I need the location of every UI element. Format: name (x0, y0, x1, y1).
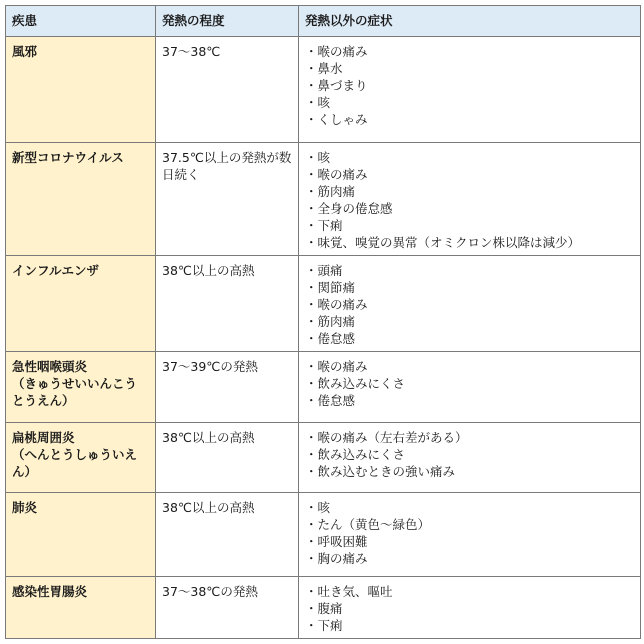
table-row (6, 493, 641, 577)
symptom-item: ・ 筋肉痛 (305, 183, 634, 200)
fever-cell: 38℃以上の高熱 (156, 256, 299, 352)
table-header-row (6, 6, 641, 37)
table-row (6, 577, 641, 639)
symptom-item: ・ 咳 (305, 94, 634, 111)
disease-name-cell (6, 423, 156, 493)
fever-cell: 37.5℃以上の発熱が数日続く (156, 143, 299, 256)
disease-name-cell (6, 493, 156, 577)
disease-name: 肺炎 (12, 500, 38, 515)
symptoms-cell (299, 577, 641, 639)
fever-cell: 37〜39℃の発熱 (156, 352, 299, 423)
disease-name-cell (6, 37, 156, 143)
symptom-item: ・ 呼吸困難 (305, 533, 634, 550)
symptom-item: ・ 腹痛 (305, 600, 634, 617)
symptom-item: ・ 咳 (305, 149, 634, 166)
table-row (6, 423, 641, 493)
fever-cell: 37〜38℃の発熱 (156, 577, 299, 639)
header-fever-level: 発熱の程度 (156, 6, 299, 37)
disease-name-cell (6, 256, 156, 352)
symptom-item: ・ 倦怠感 (305, 330, 634, 347)
symptoms-cell (299, 256, 641, 352)
symptom-item: ・ 倦怠感 (305, 392, 634, 409)
disease-name-cell (6, 143, 156, 256)
symptoms-cell (299, 37, 641, 143)
symptom-list (305, 499, 634, 567)
symptom-item: ・ 全身の倦怠感 (305, 200, 634, 217)
disease-name-cell (6, 577, 156, 639)
fever-cell: 38℃以上の高熱 (156, 493, 299, 577)
symptom-item: ・ 味覚、嗅覚の異常（オミクロン株以降は減少） (305, 234, 634, 251)
symptom-list (305, 43, 634, 128)
symptom-item: ・ 鼻水 (305, 60, 634, 77)
symptom-item: ・ 飲み込みにくさ (305, 375, 634, 392)
symptom-list (305, 262, 634, 347)
table-row (6, 256, 641, 352)
symptom-list (305, 149, 634, 251)
disease-name: 扁桃周囲炎 (12, 430, 75, 445)
symptom-item: ・ 胸の痛み (305, 550, 634, 567)
symptom-item: ・ 鼻づまり (305, 77, 634, 94)
symptom-item: ・ たん（黄色〜緑色） (305, 516, 634, 533)
symptom-item: ・ 喉の痛み（左右差がある） (305, 429, 634, 446)
symptom-item: ・ 飲み込みにくさ (305, 446, 634, 463)
symptoms-cell (299, 423, 641, 493)
disease-name: 急性咽喉頭炎 (12, 359, 88, 374)
table-row (6, 37, 641, 143)
symptom-list (305, 429, 634, 480)
header-disease: 疾患 (6, 6, 156, 37)
disease-reading: （へんとうしゅういえん） (12, 447, 138, 479)
disease-name-cell (6, 352, 156, 423)
symptom-item: ・ 筋肉痛 (305, 313, 634, 330)
symptom-item: ・ 喉の痛み (305, 296, 634, 313)
disease-name: 新型コロナウイルス (12, 150, 124, 165)
disease-name: 感染性胃腸炎 (12, 584, 88, 599)
symptom-item: ・ 吐き気、嘔吐 (305, 583, 634, 600)
symptom-item: ・ 咳 (305, 499, 634, 516)
symptom-item: ・ 飲み込むときの強い痛み (305, 463, 634, 480)
symptom-item: ・ くしゃみ (305, 111, 634, 128)
symptoms-cell (299, 352, 641, 423)
disease-name: 風邪 (12, 44, 38, 59)
symptom-item: ・ 関節痛 (305, 279, 634, 296)
symptoms-cell (299, 143, 641, 256)
symptom-item: ・ 喉の痛み (305, 358, 634, 375)
fever-cell: 37〜38℃ (156, 37, 299, 143)
fever-cell: 38℃以上の高熱 (156, 423, 299, 493)
disease-symptom-table (5, 5, 641, 639)
disease-name: インフルエンザ (12, 263, 100, 278)
header-other-symptoms: 発熱以外の症状 (299, 6, 641, 37)
symptom-item: ・ 下痢 (305, 217, 634, 234)
table-row (6, 143, 641, 256)
disease-reading: （きゅうせいいんこうとうえん） (12, 376, 138, 408)
table-row (6, 352, 641, 423)
symptom-item: ・ 喉の痛み (305, 166, 634, 183)
symptom-item: ・ 下痢 (305, 617, 634, 634)
symptom-item: ・ 喉の痛み (305, 43, 634, 60)
symptoms-cell (299, 493, 641, 577)
symptom-item: ・ 頭痛 (305, 262, 634, 279)
symptom-list (305, 583, 634, 634)
symptom-list (305, 358, 634, 409)
